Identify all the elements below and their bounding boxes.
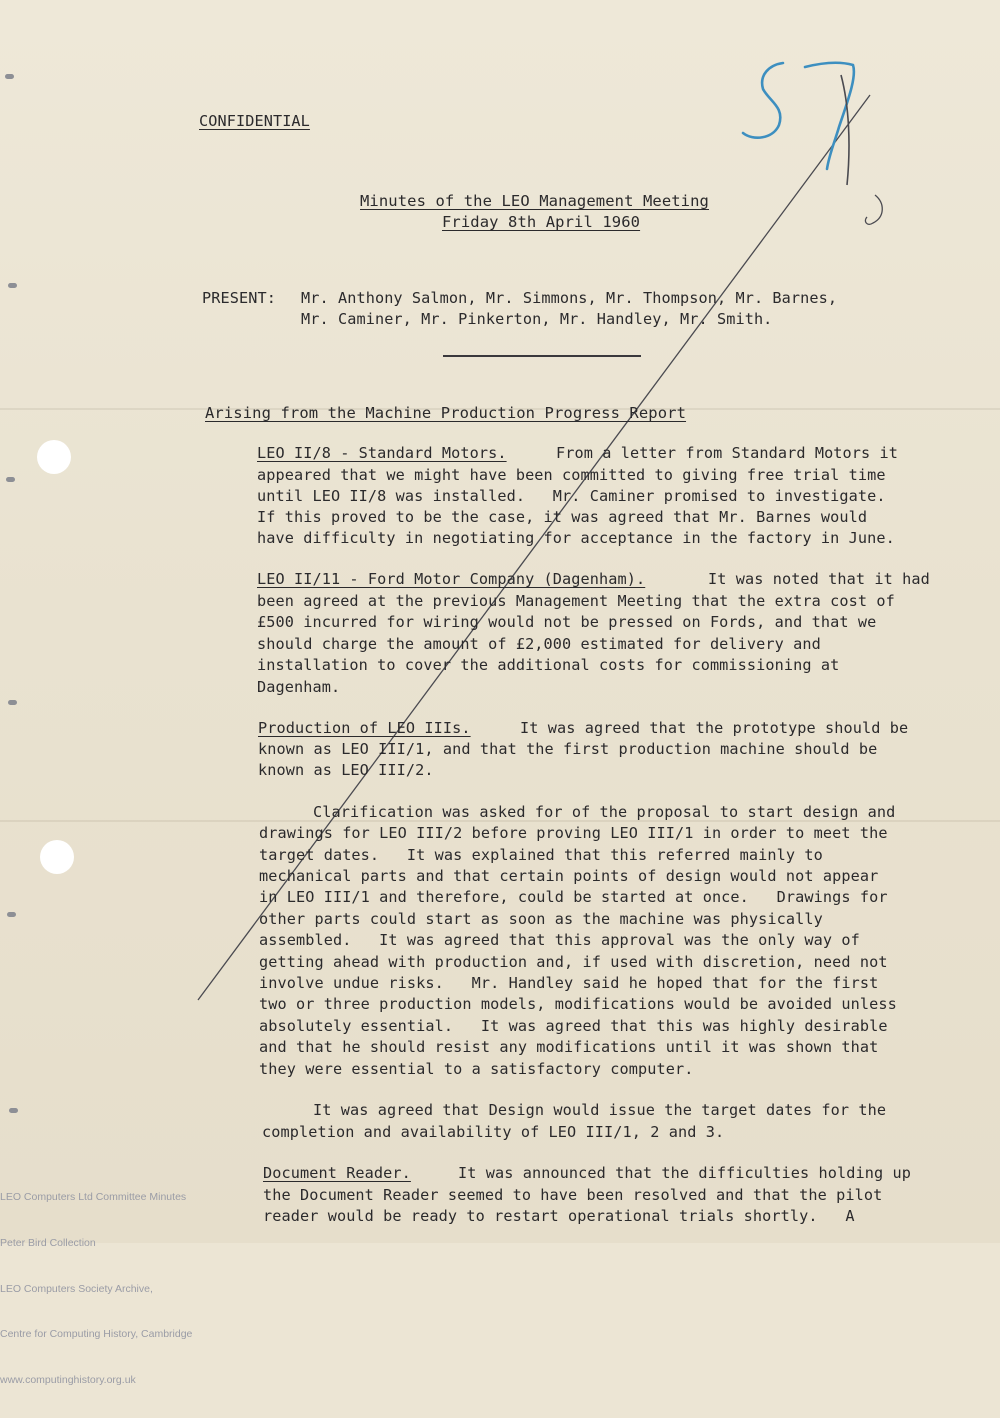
item-line: reader would be ready to restart operational trials shortly. A (263, 1207, 855, 1225)
paragraph-line: two or three production models, modifications would be avoided unless (259, 995, 897, 1013)
paragraph-line: Clarification was asked for of the proposal to start design and (313, 803, 896, 821)
item-line: known as LEO III/2. (258, 761, 434, 779)
item-line: £500 incurred for wiring would not be pressed on Fords, and that we (257, 613, 877, 631)
archive-watermark (0, 1160, 192, 1418)
handwritten-number-annotation (735, 45, 905, 245)
item-line: the Document Reader seemed to have been resolved and that the pilot (263, 1186, 883, 1204)
watermark-line: Peter Bird Collection (0, 1237, 96, 1250)
present-label: PRESENT: (202, 289, 276, 307)
paragraph-line: It was agreed that Design would issue the target dates for the (313, 1101, 887, 1119)
paragraph-line: target dates. It was explained that this referred mainly to (259, 846, 823, 864)
paragraph-line: they were essential to a satisfactory computer. (259, 1060, 694, 1078)
item-line: have difficulty in negotiating for acceptance in the factory in June. (257, 529, 895, 547)
paragraph-line: mechanical parts and that certain points of design would not appear (259, 867, 879, 885)
item-line: It was noted that it had (708, 570, 930, 588)
item-line: It was announced that the difficulties holding up (458, 1164, 911, 1182)
item-line: installation to cover the additional costs for commissioning at (257, 656, 840, 674)
paragraph-line: absolutely essential. It was agreed that this was highly desirable (259, 1017, 888, 1035)
paragraph-line: assembled. It was agreed that this approval was the only way of (259, 931, 860, 949)
section-heading: Arising from the Machine Production Progress Report (205, 404, 687, 422)
document-title: Minutes of the LEO Management Meeting (360, 192, 709, 210)
item-line: From a letter from Standard Motors it (556, 444, 899, 462)
item-line: appeared that we might have been committed to giving free trial time (257, 466, 886, 484)
watermark-line: Centre for Computing History, Cambridge (0, 1328, 193, 1341)
meeting-date: Friday 8th April 1960 (442, 213, 641, 231)
paragraph-line: completion and availability of LEO III/1, 2 and 3. (262, 1123, 725, 1141)
watermark-line: LEO Computers Ltd Committee Minutes (0, 1191, 187, 1204)
item-heading-leo-ii-11: LEO II/11 - Ford Motor Company (Dagenham). (257, 570, 646, 588)
paragraph-line: and that he should resist any modifications until it was shown that (259, 1038, 879, 1056)
present-attendees-line-2: Mr. Caminer, Mr. Pinkerton, Mr. Handley, Mr. Smith. (301, 310, 773, 328)
item-line: If this proved to be the case, it was agreed that Mr. Barnes would (257, 508, 868, 526)
item-line: known as LEO III/1, and that the first production machine should be (258, 740, 878, 758)
item-line: Dagenham. (257, 678, 341, 696)
watermark-link: www.computinghistory.org.uk (0, 1373, 136, 1386)
paragraph-line: other parts could start as soon as the machine was physically (259, 910, 823, 928)
present-attendees-line-1: Mr. Anthony Salmon, Mr. Simmons, Mr. Thompson, Mr. Barnes, (301, 289, 838, 307)
item-heading-production-leo-iii: Production of LEO IIIs. (258, 719, 471, 737)
paragraph-line: getting ahead with production and, if used with discretion, need not (259, 953, 888, 971)
paragraph-line: involve undue risks. Mr. Handley said he hoped that for the first (259, 974, 879, 992)
paragraph-line: in LEO III/1 and therefore, could be started at once. Drawings for (259, 888, 888, 906)
item-line: It was agreed that the prototype should be (520, 719, 909, 737)
paragraph-line: drawings for LEO III/2 before proving LEO III/1 in order to meet the (259, 824, 888, 842)
item-line: been agreed at the previous Management Meeting that the extra cost of (257, 592, 895, 610)
watermark-line: LEO Computers Society Archive, (0, 1282, 153, 1295)
item-line: should charge the amount of £2,000 estimated for delivery and (257, 635, 821, 653)
classification-label: CONFIDENTIAL (199, 112, 310, 130)
item-line: until LEO II/8 was installed. Mr. Caminer promised to investigate. (257, 487, 886, 505)
section-divider-rule (443, 355, 641, 357)
item-heading-document-reader: Document Reader. (263, 1164, 411, 1182)
item-heading-leo-ii-8: LEO II/8 - Standard Motors. (257, 444, 507, 462)
